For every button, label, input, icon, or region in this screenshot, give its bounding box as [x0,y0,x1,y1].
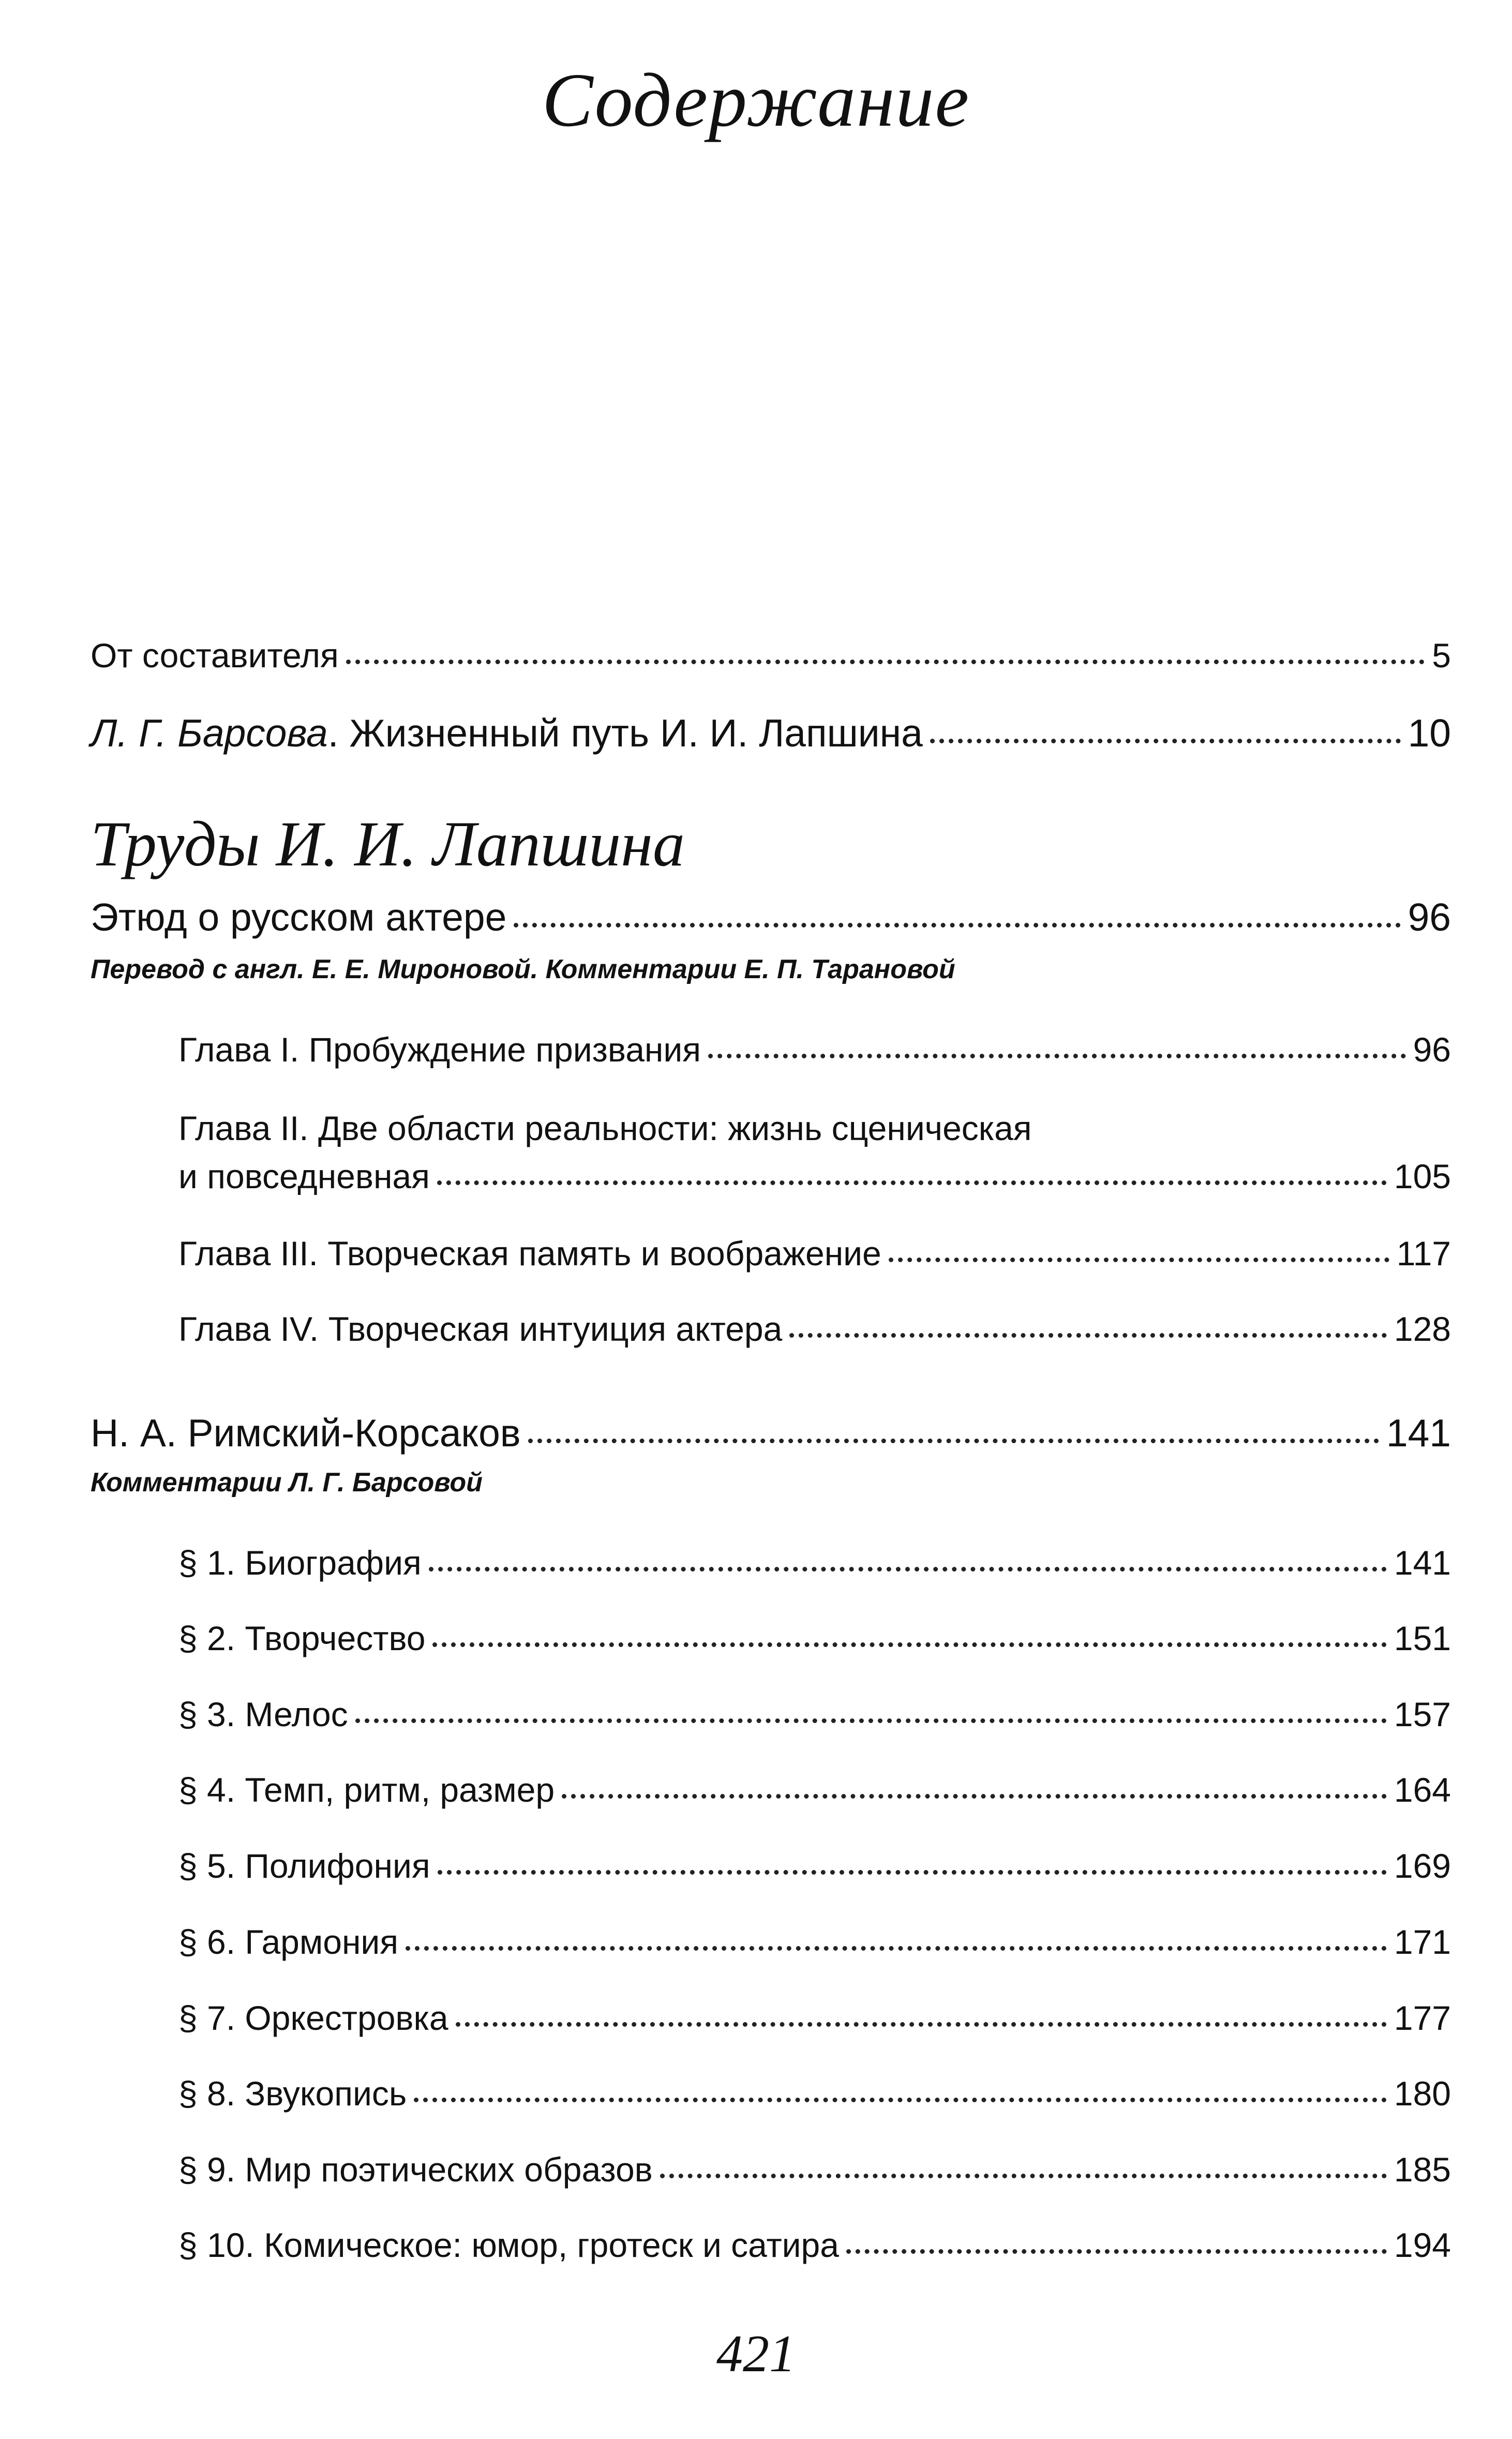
toc-chapter-page: 151 [1394,1619,1451,1657]
toc-chapter-page: 157 [1394,1695,1451,1733]
toc-section-8 [178,2073,1451,2114]
dot-leader [514,923,1400,927]
toc-chapter-page: 171 [1394,1923,1451,1961]
section-title: Труды И. И. Лапшина [91,809,685,879]
toc-entry-author: Л. Г. Барсова [91,711,328,755]
dot-leader [429,1567,1387,1572]
toc-chapter-label: Глава I. Пробуждение призвания [178,1030,701,1069]
dot-leader [414,2098,1387,2102]
toc-chapter-page: 194 [1394,2226,1451,2264]
toc-chapter-label: § 4. Темп, ритм, размер [178,1771,555,1809]
toc-entry-page: 141 [1386,1411,1451,1455]
dot-leader [930,739,1401,743]
toc-entry-page: 10 [1408,711,1451,755]
toc-section-9 [178,2149,1451,2190]
toc-chapter-page: 177 [1394,1999,1451,2037]
toc-chapter-label: § 8. Звукопись [178,2074,407,2113]
toc-entry-label: Н. А. Римский-Корсаков [91,1411,521,1455]
dot-leader [562,1794,1387,1799]
toc-entry-title: . Жизненный путь И. И. Лапшина [327,711,923,755]
toc-chapter-1 [178,1029,1451,1070]
toc-section-2 [178,1618,1451,1659]
toc-chapter-page: 141 [1394,1544,1451,1582]
dot-leader [708,1054,1406,1058]
toc-chapter-3 [178,1233,1451,1274]
toc-chapter-page: 164 [1394,1771,1451,1809]
toc-section-3 [178,1694,1451,1735]
toc-chapter-label: § 5. Полифония [178,1847,430,1885]
toc-chapter-label: § 6. Гармония [178,1923,399,1961]
toc-entry-from-compiler [91,635,1451,676]
toc-chapter-label: § 9. Мир поэтических образов [178,2150,653,2189]
toc-chapter-page: 185 [1394,2150,1451,2189]
dot-leader [438,1870,1387,1875]
toc-entry-page: 96 [1408,895,1451,939]
toc-entry-work-rimsky-korsakov [91,1410,1451,1456]
toc-section-4 [178,1770,1451,1810]
toc-chapter-page: 105 [1394,1157,1451,1195]
toc-entry-note: Перевод с англ. Е. Е. Мироновой. Комментарии Е. П. Тарановой [91,954,955,984]
toc-entry-life-path [91,710,1451,756]
page-number: 421 [716,2325,796,2383]
toc-chapter-label: § 2. Творчество [178,1619,426,1657]
dot-leader [789,1333,1387,1338]
toc-chapter-label: и повседневная [178,1157,430,1195]
toc-entry-label: Этюд о русском актере [91,895,507,939]
toc-entry-work-actor-study [91,894,1451,940]
toc-chapter-label: § 3. Мелос [178,1695,348,1733]
toc-chapter-label: § 10. Комическое: юмор, гротеск и сатира [178,2226,839,2264]
toc-chapter-page: 180 [1394,2074,1451,2113]
toc-section-5 [178,1846,1451,1887]
toc-section-10 [178,2225,1451,2266]
dot-leader [846,2249,1387,2254]
toc-section-7 [178,1998,1451,2039]
toc-chapter-page: 117 [1396,1234,1451,1273]
toc-chapter-2-line1: Глава II. Две области реальности: жизнь сценическая [178,1109,1032,1147]
toc-chapter-page: 128 [1394,1310,1451,1348]
toc-section-1 [178,1543,1451,1583]
toc-chapter-label: Глава IV. Творческая интуиция актера [178,1310,783,1348]
dot-leader [346,660,1425,664]
toc-chapter-page: 96 [1413,1030,1451,1069]
toc-section-6 [178,1922,1451,1963]
toc-chapter-label: § 1. Биография [178,1544,422,1582]
toc-chapter-label: Глава III. Творческая память и воображение [178,1234,881,1273]
toc-entry-page: 5 [1432,636,1451,675]
page-title: Содержание [542,58,970,143]
toc-chapter-label: § 7. Оркестровка [178,1999,448,2037]
dot-leader [437,1180,1387,1185]
dot-leader [456,2022,1387,2027]
dot-leader [406,1946,1387,1951]
toc-chapter-2 [178,1156,1451,1197]
toc-entry-note: Комментарии Л. Г. Барсовой [91,1468,483,1498]
toc-chapter-page: 169 [1394,1847,1451,1885]
toc-entry-label: От составителя [91,636,339,675]
toc-chapter-4 [178,1309,1451,1350]
dot-leader [528,1439,1379,1443]
dot-leader [432,1642,1386,1647]
dot-leader [889,1258,1389,1262]
toc-entry-label [91,710,923,756]
dot-leader [660,2174,1387,2178]
dot-leader [355,1718,1387,1723]
